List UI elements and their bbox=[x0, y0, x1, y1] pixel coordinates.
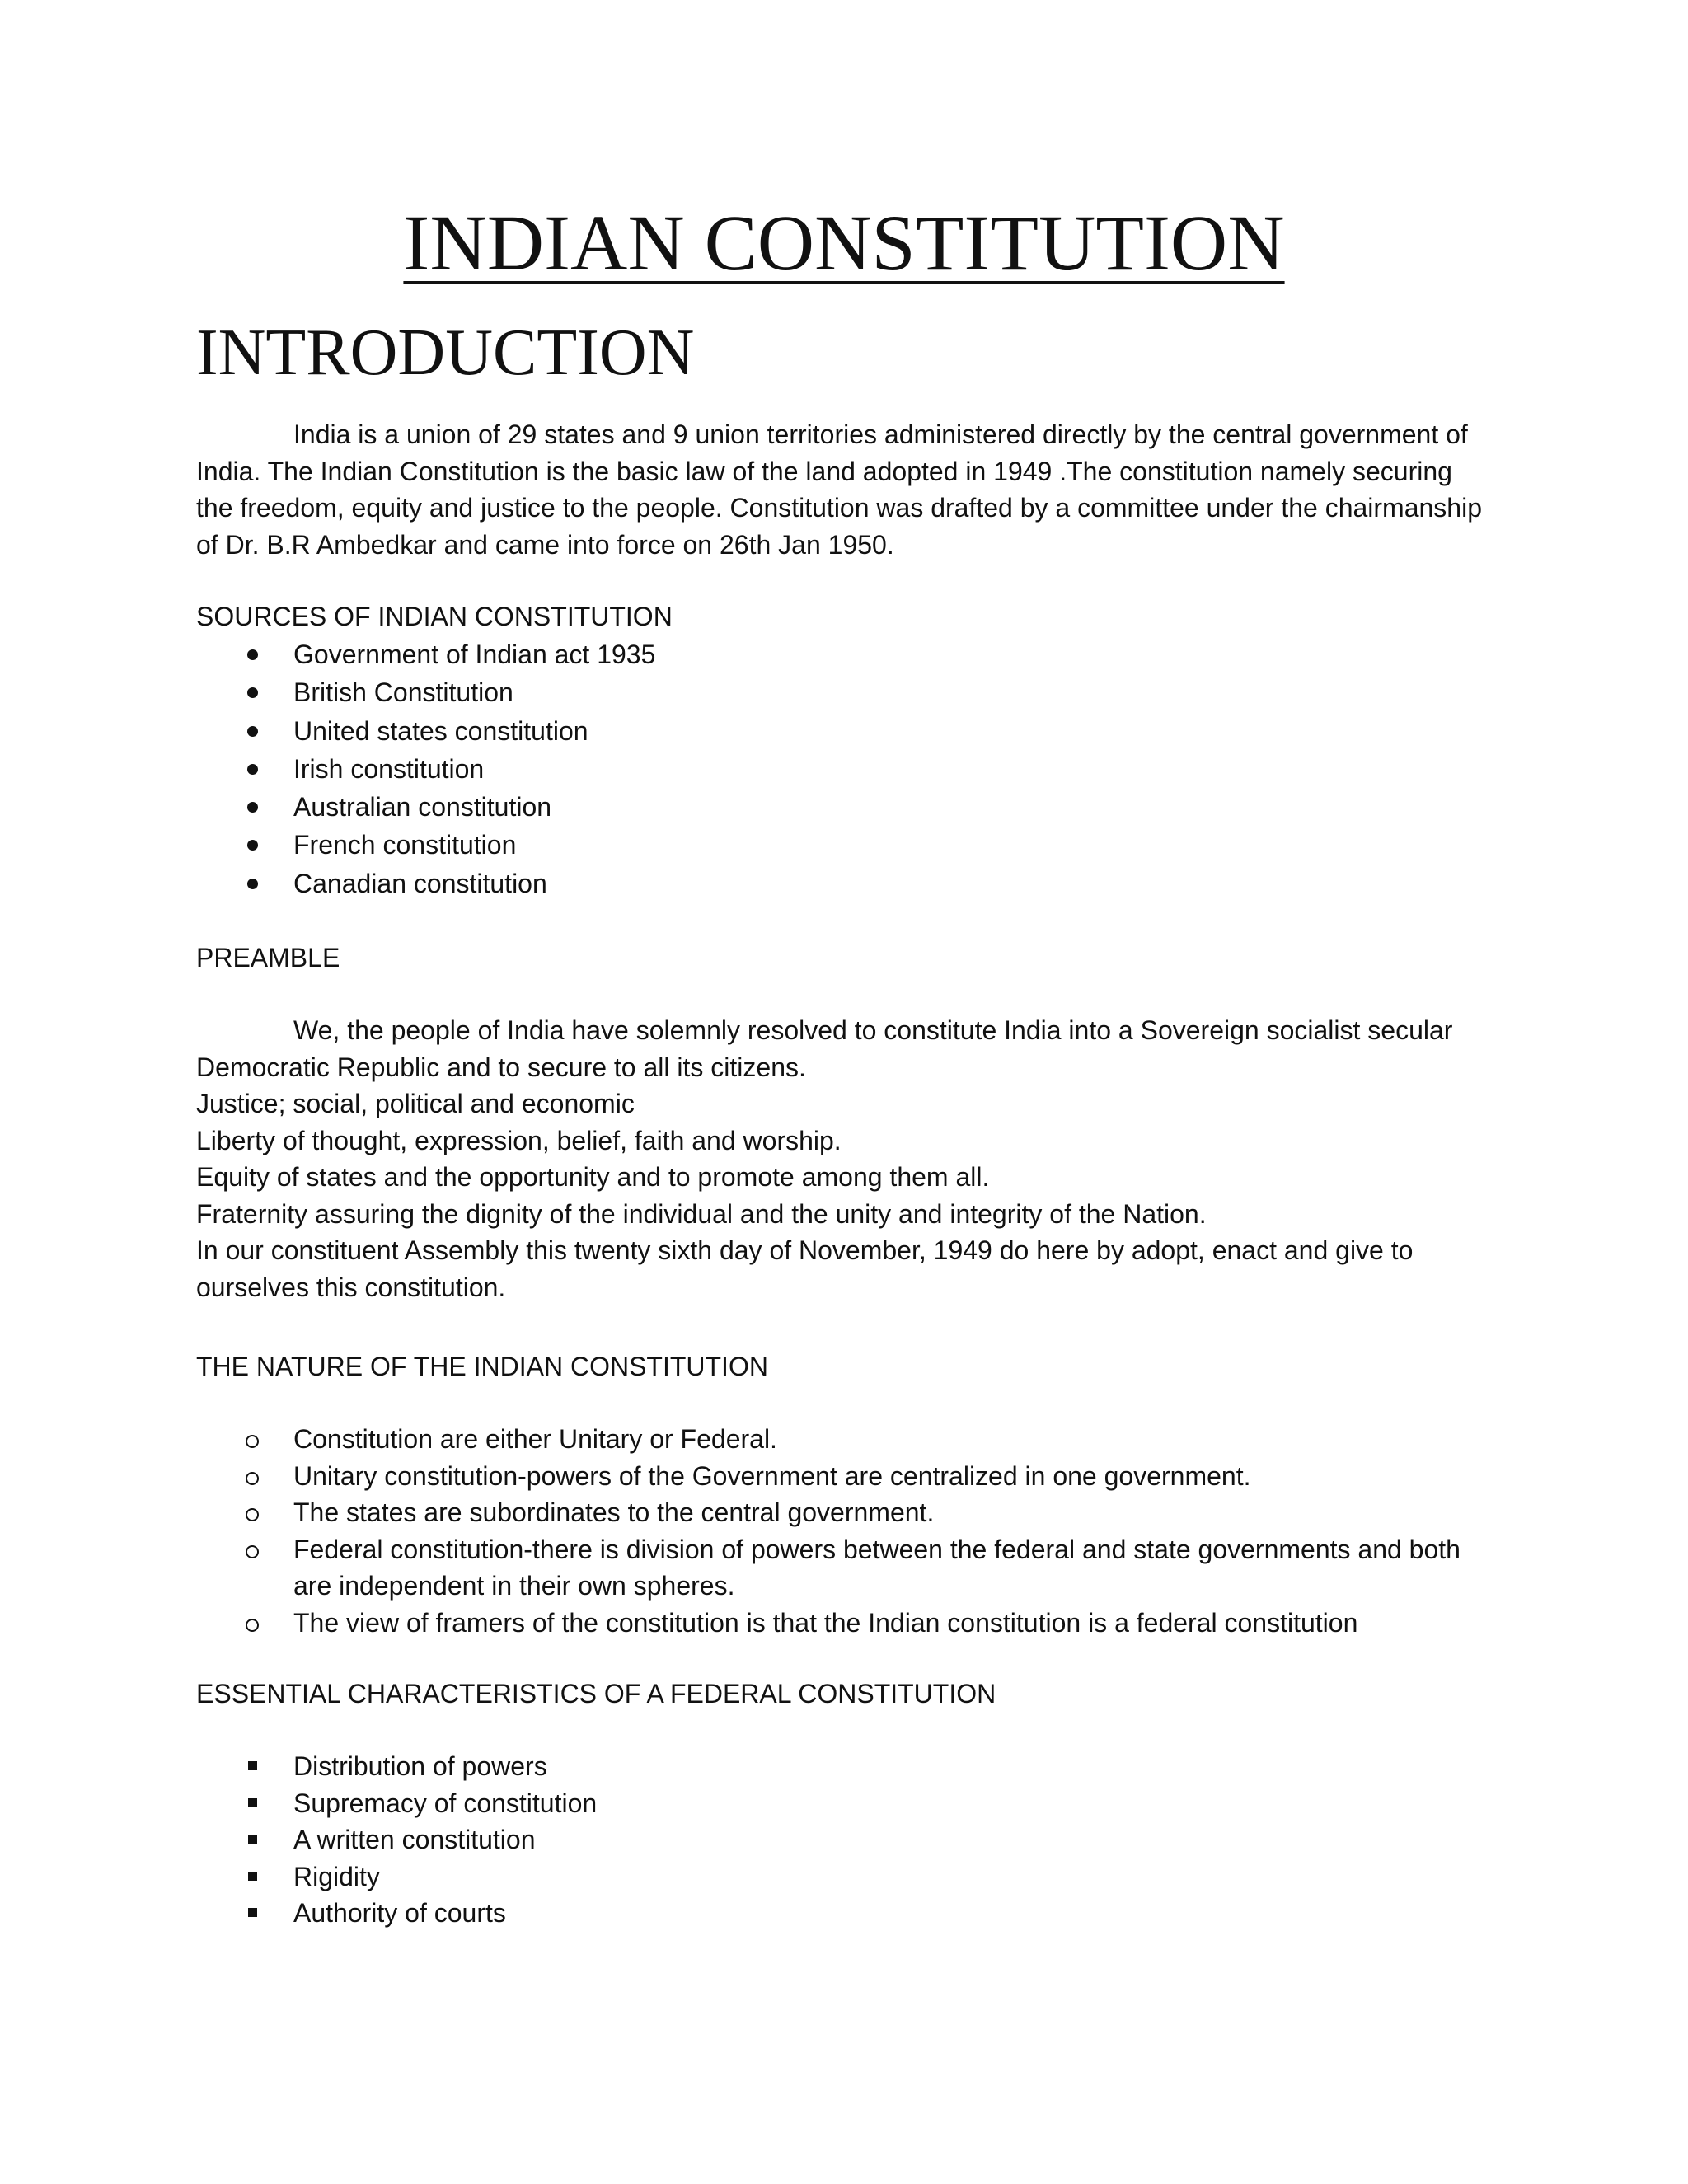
nature-heading: THE NATURE OF THE INDIAN CONSTITUTION bbox=[196, 1352, 768, 1381]
document-title bbox=[0, 194, 1688, 292]
list-item-text: Government of Indian act 1935 bbox=[293, 640, 656, 669]
list-item-text: Supremacy of constitution bbox=[293, 1788, 598, 1818]
list-item-text: Canadian constitution bbox=[293, 868, 547, 898]
list-item-text: United states constitution bbox=[293, 715, 588, 746]
preamble-line: Justice; social, political and economic bbox=[196, 1089, 635, 1118]
list-item-text: Australian constitution bbox=[293, 792, 552, 823]
bullet-dot-icon bbox=[247, 687, 258, 698]
list-item bbox=[196, 1821, 1490, 1858]
bullet-dot-icon bbox=[247, 879, 258, 889]
list-item-text: The view of framers of the constitution is that the Indian constitution is a federal constitution bbox=[293, 1607, 1358, 1638]
list-item-text: Rigidity bbox=[293, 1861, 380, 1891]
bullet-dot-icon bbox=[247, 840, 258, 851]
bullet-circle-icon bbox=[246, 1545, 259, 1558]
list-item bbox=[196, 635, 1490, 673]
list-item bbox=[196, 1858, 1490, 1896]
list-item bbox=[196, 788, 1490, 826]
list-item bbox=[196, 673, 1490, 711]
sources-heading: SOURCES OF INDIAN CONSTITUTION bbox=[196, 602, 673, 631]
preamble-paragraph: We, the people of India have solemnly resolved to constitute India into a Sovereign socialist secular Democratic Republic and to secure to all its citizens. bbox=[196, 1015, 1453, 1082]
list-item bbox=[196, 1785, 1490, 1822]
introduction-heading: INTRODUCTION bbox=[196, 316, 695, 389]
list-item-text: Federal constitution-there is division of powers between the federal and state governments and both are independent in their own spheres. bbox=[293, 1534, 1461, 1601]
bullet-square-icon bbox=[248, 1761, 257, 1770]
preamble-line: Equity of states and the opportunity and to promote among them all. bbox=[196, 1162, 990, 1192]
preamble-heading: PREAMBLE bbox=[196, 943, 340, 972]
list-item-text: Constitution are either Unitary or Federal. bbox=[293, 1424, 777, 1454]
preamble-lines bbox=[196, 1085, 1482, 1305]
bullet-dot-icon bbox=[247, 802, 258, 813]
list-item-text: Irish constitution bbox=[293, 753, 485, 784]
bullet-square-icon bbox=[248, 1798, 257, 1807]
list-item bbox=[196, 750, 1490, 788]
bullet-circle-icon bbox=[246, 1619, 259, 1632]
bullet-circle-icon bbox=[246, 1508, 259, 1521]
preamble-line: In our constituent Assembly this twenty sixth day of November, 1949 do here by adopt, enact and give to ourselves this constitution. bbox=[196, 1235, 1414, 1302]
list-item-text: The states are subordinates to the central government. bbox=[293, 1497, 935, 1527]
preamble-line: Fraternity assuring the dignity of the individual and the unity and integrity of the Nation. bbox=[196, 1198, 1207, 1229]
bullet-dot-icon bbox=[247, 764, 258, 775]
document-title-text: INDIAN CONSTITUTION bbox=[403, 199, 1285, 287]
bullet-dot-icon bbox=[247, 726, 258, 737]
list-item-text: Authority of courts bbox=[293, 1898, 506, 1928]
list-item bbox=[196, 1748, 1490, 1785]
bullet-circle-icon bbox=[246, 1472, 259, 1485]
list-item-text: Distribution of powers bbox=[293, 1751, 547, 1781]
federal-heading: ESSENTIAL CHARACTERISTICS OF A FEDERAL CONSTITUTION bbox=[196, 1679, 996, 1708]
list-item bbox=[196, 1895, 1490, 1932]
federal-characteristics-list bbox=[196, 1748, 1490, 1932]
bullet-square-icon bbox=[248, 1835, 257, 1844]
bullet-square-icon bbox=[248, 1908, 257, 1917]
nature-list bbox=[196, 1421, 1490, 1641]
list-item bbox=[196, 826, 1490, 864]
bullet-circle-icon bbox=[246, 1435, 259, 1448]
list-item bbox=[196, 1458, 1490, 1495]
bullet-dot-icon bbox=[247, 649, 258, 660]
list-item-text: Unitary constitution-powers of the Government are centralized in one government. bbox=[293, 1460, 1251, 1491]
list-item bbox=[196, 1531, 1490, 1605]
list-item-text: French constitution bbox=[293, 830, 517, 860]
preamble-line: Liberty of thought, expression, belief, faith and worship. bbox=[196, 1125, 842, 1155]
list-item bbox=[196, 865, 1490, 902]
list-item bbox=[196, 1605, 1490, 1642]
list-item bbox=[196, 1421, 1490, 1458]
sources-list bbox=[196, 635, 1490, 902]
list-item-text: A written constitution bbox=[293, 1825, 536, 1854]
bullet-square-icon bbox=[248, 1872, 257, 1881]
list-item bbox=[196, 712, 1490, 750]
list-item-text: British Constitution bbox=[293, 677, 513, 708]
introduction-paragraph: India is a union of 29 states and 9 union territories administered directly by the central government of India. The Indian Constitution is the basic law of the land adopted in 1949 .The constitution namely securing the freedom, equity and justice to the people. Constitution was drafted by a committee under the chairmanship of Dr. B.R Ambedkar and came into force on 26th Jan 1950. bbox=[196, 419, 1482, 560]
list-item bbox=[196, 1494, 1490, 1531]
